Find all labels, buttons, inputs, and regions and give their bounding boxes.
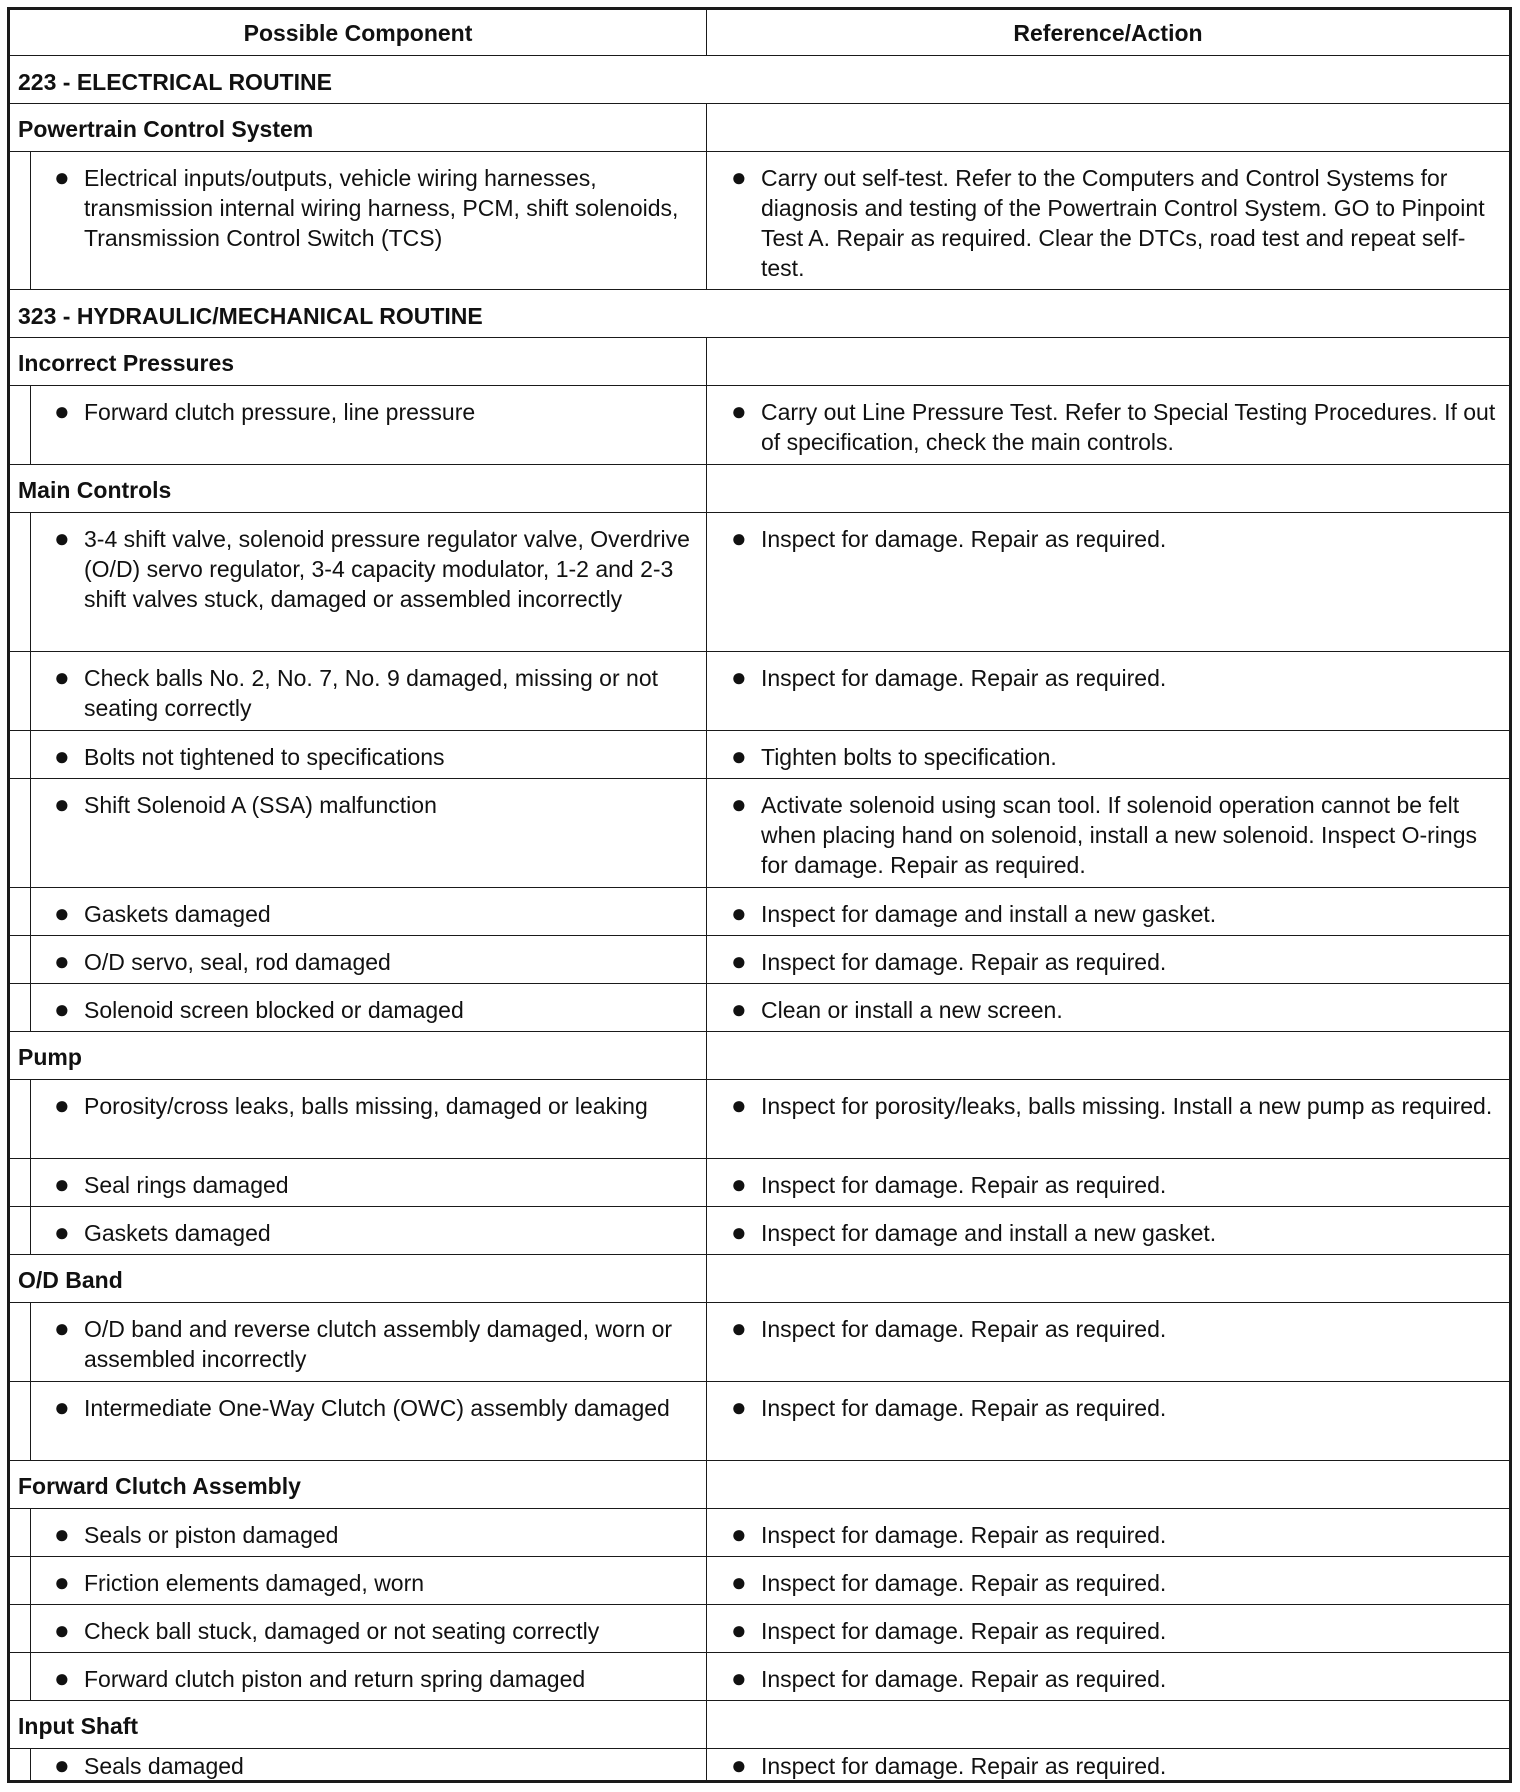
table-row bbox=[10, 1653, 1509, 1701]
group-row bbox=[10, 338, 1509, 386]
component-cell bbox=[10, 1605, 706, 1652]
indent-rule bbox=[30, 731, 31, 778]
component-cell bbox=[10, 1557, 706, 1604]
group-row bbox=[10, 104, 1509, 152]
bullet-icon: ● bbox=[54, 789, 70, 819]
action-cell bbox=[706, 1159, 1509, 1206]
table-row bbox=[10, 1382, 1509, 1461]
group-title: Powertrain Control System bbox=[18, 116, 314, 142]
component-item bbox=[54, 1751, 696, 1781]
bullet-icon: ● bbox=[731, 898, 747, 928]
component-item bbox=[54, 790, 696, 820]
component-text: O/D servo, seal, rod damaged bbox=[84, 949, 391, 975]
indent-rule bbox=[30, 1557, 31, 1604]
bullet-icon: ● bbox=[731, 741, 747, 771]
bullet-icon: ● bbox=[731, 162, 747, 192]
component-cell bbox=[10, 936, 706, 983]
group-action-blank bbox=[706, 1032, 1509, 1079]
component-item bbox=[54, 1091, 696, 1121]
action-cell bbox=[706, 779, 1509, 887]
bullet-icon: ● bbox=[731, 1750, 747, 1780]
group-row bbox=[10, 1701, 1509, 1749]
action-cell bbox=[706, 1080, 1509, 1158]
component-item bbox=[54, 899, 696, 929]
action-text: Inspect for damage. Repair as required. bbox=[761, 1753, 1167, 1779]
component-item bbox=[54, 397, 696, 427]
action-text: Carry out Line Pressure Test. Refer to Special Testing Procedures. If out of specification, check the main controls. bbox=[761, 399, 1496, 455]
bullet-icon: ● bbox=[731, 1217, 747, 1247]
bullet-icon: ● bbox=[731, 662, 747, 692]
action-text: Inspect for damage. Repair as required. bbox=[761, 1172, 1167, 1198]
component-item bbox=[54, 1314, 696, 1374]
component-text: Gaskets damaged bbox=[84, 1220, 271, 1246]
component-text: Porosity/cross leaks, balls missing, damaged or leaking bbox=[84, 1093, 648, 1119]
section-row bbox=[10, 290, 1509, 338]
action-text: Activate solenoid using scan tool. If solenoid operation cannot be felt when placing hand on solenoid, install a new solenoid. Inspect O-rings for damage. Repair as required. bbox=[761, 792, 1477, 878]
action-cell bbox=[706, 1303, 1509, 1381]
column-header-action: Reference/Action bbox=[706, 10, 1509, 55]
bullet-icon: ● bbox=[54, 1392, 70, 1422]
component-item bbox=[54, 1568, 696, 1598]
component-cell bbox=[10, 984, 706, 1031]
indent-rule bbox=[30, 1159, 31, 1206]
component-item bbox=[54, 663, 696, 723]
action-item bbox=[731, 397, 1497, 457]
component-text: Intermediate One-Way Clutch (OWC) assembly damaged bbox=[84, 1395, 670, 1421]
action-item bbox=[731, 1314, 1497, 1344]
component-item bbox=[54, 995, 696, 1025]
group-row bbox=[10, 1032, 1509, 1080]
action-text: Inspect for damage. Repair as required. bbox=[761, 526, 1167, 552]
indent-rule bbox=[30, 1207, 31, 1254]
component-cell bbox=[10, 1653, 706, 1700]
component-text: Forward clutch pressure, line pressure bbox=[84, 399, 476, 425]
action-text: Carry out self-test. Refer to the Computers and Control Systems for diagnosis and testing of the Powertrain Control System. GO to Pinpoint Test A. Repair as required. Clear the DTCs, road test and repeat self-test. bbox=[761, 165, 1485, 281]
table-row bbox=[10, 1207, 1509, 1255]
group-row bbox=[10, 1255, 1509, 1303]
bullet-icon: ● bbox=[731, 1392, 747, 1422]
component-item bbox=[54, 524, 696, 614]
component-item bbox=[54, 1218, 696, 1248]
group-title: Input Shaft bbox=[18, 1713, 139, 1739]
bullet-icon: ● bbox=[731, 994, 747, 1024]
component-cell bbox=[10, 731, 706, 778]
action-text: Inspect for damage. Repair as required. bbox=[761, 1522, 1167, 1548]
bullet-icon: ● bbox=[54, 1169, 70, 1199]
component-cell bbox=[10, 1303, 706, 1381]
table-row bbox=[10, 888, 1509, 936]
bullet-icon: ● bbox=[54, 396, 70, 426]
component-text: 3-4 shift valve, solenoid pressure regulator valve, Overdrive (O/D) servo regulator, 3-4 capacity modulator, 1-2 and 2-3 shift valves stuck, damaged or assembled incorrectly bbox=[84, 526, 690, 612]
table-row bbox=[10, 1749, 1509, 1780]
action-item bbox=[731, 1520, 1497, 1550]
component-cell bbox=[10, 1207, 706, 1254]
bullet-icon: ● bbox=[731, 1313, 747, 1343]
table-row bbox=[10, 779, 1509, 888]
action-item bbox=[731, 1218, 1497, 1248]
section-title: 223 - ELECTRICAL ROUTINE bbox=[18, 69, 332, 95]
bullet-icon: ● bbox=[54, 1750, 70, 1780]
table-row bbox=[10, 731, 1509, 779]
action-cell bbox=[706, 1557, 1509, 1604]
bullet-icon: ● bbox=[731, 523, 747, 553]
table-row bbox=[10, 936, 1509, 984]
table-row bbox=[10, 984, 1509, 1032]
column-header-component: Possible Component bbox=[243, 20, 473, 46]
component-text: Solenoid screen blocked or damaged bbox=[84, 997, 464, 1023]
bullet-icon: ● bbox=[54, 946, 70, 976]
group-row bbox=[10, 465, 1509, 513]
bullet-icon: ● bbox=[54, 1519, 70, 1549]
action-item bbox=[731, 1568, 1497, 1598]
section-title: 323 - HYDRAULIC/MECHANICAL ROUTINE bbox=[18, 303, 483, 329]
table-row bbox=[10, 386, 1509, 465]
indent-rule bbox=[30, 984, 31, 1031]
table-row bbox=[10, 652, 1509, 731]
component-text: Seals or piston damaged bbox=[84, 1522, 339, 1548]
indent-rule bbox=[30, 1303, 31, 1381]
action-text: Inspect for damage and install a new gasket. bbox=[761, 1220, 1217, 1246]
component-item bbox=[54, 163, 696, 253]
bullet-icon: ● bbox=[731, 946, 747, 976]
bullet-icon: ● bbox=[54, 662, 70, 692]
bullet-icon: ● bbox=[54, 523, 70, 553]
component-text: Seal rings damaged bbox=[84, 1172, 289, 1198]
bullet-icon: ● bbox=[54, 1567, 70, 1597]
action-item bbox=[731, 663, 1497, 693]
component-cell bbox=[10, 152, 706, 289]
indent-rule bbox=[30, 936, 31, 983]
bullet-icon: ● bbox=[54, 1663, 70, 1693]
table-row bbox=[10, 1605, 1509, 1653]
action-item bbox=[731, 1664, 1497, 1694]
bullet-icon: ● bbox=[731, 789, 747, 819]
action-item bbox=[731, 524, 1497, 554]
component-text: Check ball stuck, damaged or not seating correctly bbox=[84, 1618, 600, 1644]
component-cell bbox=[10, 779, 706, 887]
component-text: Bolts not tightened to specifications bbox=[84, 744, 445, 770]
indent-rule bbox=[30, 1382, 31, 1460]
indent-rule bbox=[30, 386, 31, 464]
bullet-icon: ● bbox=[54, 1090, 70, 1120]
action-cell bbox=[706, 652, 1509, 730]
table-row bbox=[10, 1159, 1509, 1207]
action-text: Inspect for damage. Repair as required. bbox=[761, 665, 1167, 691]
indent-rule bbox=[30, 1509, 31, 1556]
group-action-blank bbox=[706, 104, 1509, 151]
indent-rule bbox=[30, 1749, 31, 1780]
component-cell bbox=[10, 1080, 706, 1158]
bullet-icon: ● bbox=[54, 1615, 70, 1645]
indent-rule bbox=[30, 1605, 31, 1652]
indent-rule bbox=[30, 513, 31, 651]
action-item bbox=[731, 163, 1497, 283]
bullet-icon: ● bbox=[54, 162, 70, 192]
group-title: Incorrect Pressures bbox=[18, 350, 235, 376]
action-item bbox=[731, 947, 1497, 977]
action-cell bbox=[706, 888, 1509, 935]
action-text: Inspect for damage. Repair as required. bbox=[761, 1570, 1167, 1596]
action-cell bbox=[706, 386, 1509, 464]
component-item bbox=[54, 1393, 696, 1423]
action-item bbox=[731, 1091, 1497, 1121]
component-item bbox=[54, 1520, 696, 1550]
indent-rule bbox=[30, 888, 31, 935]
action-cell bbox=[706, 936, 1509, 983]
indent-rule bbox=[30, 1653, 31, 1700]
action-cell bbox=[706, 1509, 1509, 1556]
action-cell bbox=[706, 513, 1509, 651]
action-text: Inspect for damage. Repair as required. bbox=[761, 1666, 1167, 1692]
action-text: Tighten bolts to specification. bbox=[761, 744, 1057, 770]
bullet-icon: ● bbox=[731, 1615, 747, 1645]
component-cell bbox=[10, 1749, 706, 1780]
component-text: Shift Solenoid A (SSA) malfunction bbox=[84, 792, 437, 818]
bullet-icon: ● bbox=[54, 994, 70, 1024]
action-text: Inspect for damage. Repair as required. bbox=[761, 1395, 1167, 1421]
action-item bbox=[731, 1751, 1497, 1781]
action-cell bbox=[706, 1653, 1509, 1700]
action-cell bbox=[706, 731, 1509, 778]
group-title: Pump bbox=[18, 1044, 82, 1070]
group-action-blank bbox=[706, 338, 1509, 385]
component-text: O/D band and reverse clutch assembly damaged, worn or assembled incorrectly bbox=[84, 1316, 673, 1372]
component-cell bbox=[10, 652, 706, 730]
indent-rule bbox=[30, 152, 31, 289]
group-title: O/D Band bbox=[18, 1267, 123, 1293]
indent-rule bbox=[30, 779, 31, 887]
component-cell bbox=[10, 513, 706, 651]
component-cell bbox=[10, 386, 706, 464]
table-row bbox=[10, 1080, 1509, 1159]
component-item bbox=[54, 947, 696, 977]
action-cell bbox=[706, 1605, 1509, 1652]
component-item bbox=[54, 742, 696, 772]
action-text: Clean or install a new screen. bbox=[761, 997, 1063, 1023]
component-cell bbox=[10, 1382, 706, 1460]
action-item bbox=[731, 742, 1497, 772]
section-row bbox=[10, 56, 1509, 104]
group-action-blank bbox=[706, 1255, 1509, 1302]
bullet-icon: ● bbox=[731, 1169, 747, 1199]
component-cell bbox=[10, 1159, 706, 1206]
indent-rule bbox=[30, 1080, 31, 1158]
bullet-icon: ● bbox=[731, 1567, 747, 1597]
group-action-blank bbox=[706, 1701, 1509, 1748]
diagnostic-table bbox=[7, 7, 1512, 1783]
group-action-blank bbox=[706, 465, 1509, 512]
group-action-blank bbox=[706, 1461, 1509, 1508]
component-item bbox=[54, 1664, 696, 1694]
action-text: Inspect for damage. Repair as required. bbox=[761, 1316, 1167, 1342]
component-item bbox=[54, 1616, 696, 1646]
component-text: Electrical inputs/outputs, vehicle wiring harnesses, transmission internal wiring harness, PCM, shift solenoids, Transmission Control Switch (TCS) bbox=[84, 165, 679, 251]
bullet-icon: ● bbox=[54, 898, 70, 928]
group-title: Forward Clutch Assembly bbox=[18, 1473, 301, 1499]
action-cell bbox=[706, 984, 1509, 1031]
action-item bbox=[731, 790, 1497, 880]
component-text: Check balls No. 2, No. 7, No. 9 damaged, missing or not seating correctly bbox=[84, 665, 659, 721]
action-cell bbox=[706, 1207, 1509, 1254]
action-text: Inspect for damage. Repair as required. bbox=[761, 949, 1167, 975]
action-text: Inspect for damage. Repair as required. bbox=[761, 1618, 1167, 1644]
component-cell bbox=[10, 888, 706, 935]
bullet-icon: ● bbox=[731, 396, 747, 426]
component-item bbox=[54, 1170, 696, 1200]
table-row bbox=[10, 1509, 1509, 1557]
component-text: Forward clutch piston and return spring damaged bbox=[84, 1666, 586, 1692]
group-row bbox=[10, 1461, 1509, 1509]
action-item bbox=[731, 995, 1497, 1025]
bullet-icon: ● bbox=[731, 1090, 747, 1120]
bullet-icon: ● bbox=[54, 1217, 70, 1247]
indent-rule bbox=[30, 652, 31, 730]
action-cell bbox=[706, 1749, 1509, 1780]
action-item bbox=[731, 1616, 1497, 1646]
action-text: Inspect for porosity/leaks, balls missing. Install a new pump as required. bbox=[761, 1093, 1493, 1119]
action-cell bbox=[706, 1382, 1509, 1460]
bullet-icon: ● bbox=[54, 1313, 70, 1343]
table-row bbox=[10, 152, 1509, 290]
group-title: Main Controls bbox=[18, 477, 172, 503]
component-text: Friction elements damaged, worn bbox=[84, 1570, 425, 1596]
component-cell bbox=[10, 1509, 706, 1556]
bullet-icon: ● bbox=[731, 1519, 747, 1549]
table-row bbox=[10, 513, 1509, 652]
action-text: Inspect for damage and install a new gasket. bbox=[761, 901, 1217, 927]
table-row bbox=[10, 1557, 1509, 1605]
action-cell bbox=[706, 152, 1509, 289]
component-text: Seals damaged bbox=[84, 1753, 244, 1779]
bullet-icon: ● bbox=[731, 1663, 747, 1693]
action-item bbox=[731, 899, 1497, 929]
component-text: Gaskets damaged bbox=[84, 901, 271, 927]
table-header-row bbox=[10, 10, 1509, 56]
bullet-icon: ● bbox=[54, 741, 70, 771]
action-item bbox=[731, 1170, 1497, 1200]
action-item bbox=[731, 1393, 1497, 1423]
table-row bbox=[10, 1303, 1509, 1382]
